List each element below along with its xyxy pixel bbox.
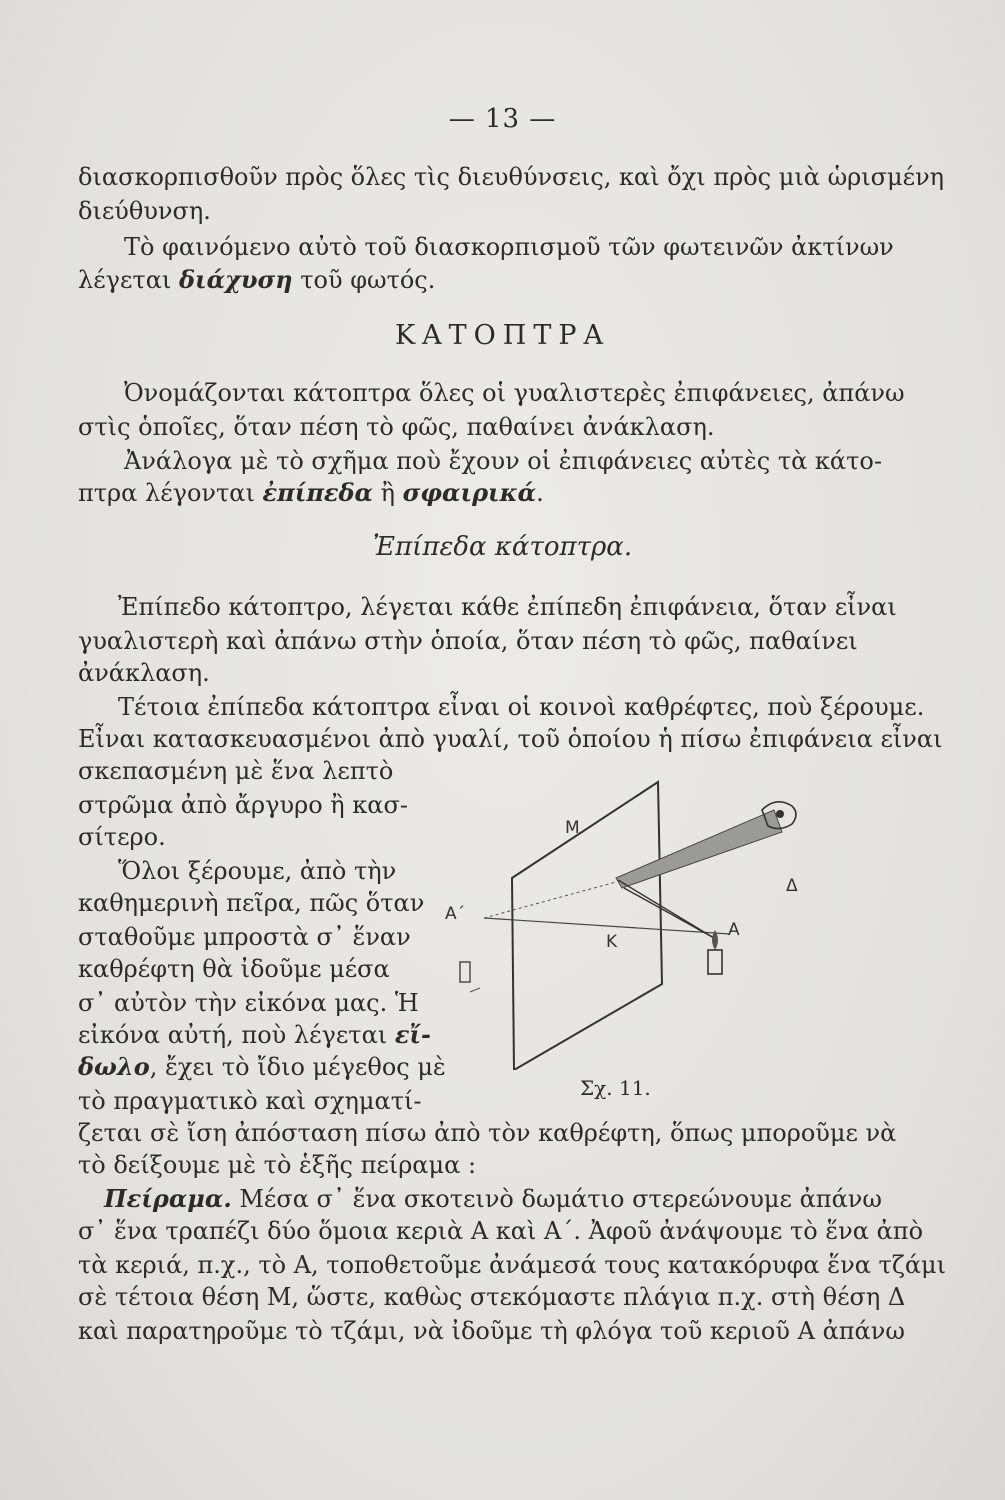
- label-d: Δ: [786, 876, 798, 896]
- p1-line-2: διεύθυνση.: [78, 197, 211, 225]
- figure-11: [430, 770, 810, 1074]
- p8-line-1-post: Μέσα σ᾽ ἕνα σκοτεινὸ δωμάτιο στερεώνουμε ἀπάνω: [231, 1185, 882, 1213]
- p3-line-2: στὶς ὁποῖες, ὅταν πέση τὸ φῶς, παθαίνει ἀνάκλαση.: [78, 413, 715, 441]
- label-m: Μ: [565, 818, 580, 838]
- p3-line-1: Ὀνομάζονται κάτοπτρα ὅλες οἱ γυαλιστερὲς ἐπιφάνειες, ἀπάνω: [124, 379, 905, 407]
- label-a-prime: Α΄: [445, 904, 466, 924]
- p7-line-1: Ὅλοι ξέρουμε, ἀπὸ τὴν: [118, 857, 397, 885]
- p2-line-2-post: τοῦ φωτός.: [292, 266, 436, 294]
- p8-line-3: τὰ κεριά, π.χ., τὸ Α, τοποθετοῦμε ἀνάμεσά τους κατακόρυφα ἕνα τζάμι: [78, 1251, 947, 1279]
- candle-a-prime-icon: [460, 962, 470, 982]
- p7-line-5: σ᾽ αὐτὸν τὴν εἰκόνα μας. Ἡ: [78, 989, 419, 1017]
- p7-line-2: καθημερινὴ πεῖρα, πῶς ὅταν: [78, 889, 425, 917]
- p6-line-2: Εἶναι κατασκευασμένοι ἀπὸ γυαλί, τοῦ ὁποίου ἡ πίσω ἐπιφάνεια εἶναι: [78, 725, 943, 753]
- p5-line-3: ἀνάκλαση.: [78, 659, 210, 687]
- p2-line-2-pre: λέγεται: [78, 266, 179, 294]
- p2-line-2: [78, 265, 435, 295]
- p5-line-1: Ἐπίπεδο κάτοπτρο, λέγεται κάθε ἐπίπεδη ἐπιφάνεια, ὅταν εἶναι: [118, 593, 897, 621]
- p8-line-2: σ᾽ ἕνα τραπέζι δύο ὅμοια κεριὰ Α καὶ Α΄. Ἀφοῦ ἀνάψουμε τὸ ἕνα ἀπὸ: [78, 1217, 924, 1245]
- p7-line-9: ζεται σὲ ἴση ἀπόσταση πίσω ἀπὸ τὸν καθρέφτη, ὅπως μποροῦμε νὰ: [78, 1119, 897, 1147]
- term-eidolo-part2: δωλο: [78, 1052, 150, 1081]
- p6-line-3: σκεπασμένη μὲ ἕνα λεπτὸ: [78, 757, 394, 785]
- p4-line-2-pre: πτρα λέγονται: [78, 479, 263, 507]
- virtual-ray: [484, 882, 616, 918]
- p6-line-1: Τέτοια ἐπίπεδα κάτοπτρα εἶναι οἱ κοινοὶ καθρέφτες, ποὺ ξέρουμε.: [118, 693, 925, 721]
- term-peirama: Πείραμα.: [104, 1184, 232, 1213]
- term-eidolo-part1: εἴ-: [394, 1020, 431, 1049]
- p6-line-4: στρῶμα ἀπὸ ἄργυρο ἢ κασ-: [78, 791, 408, 819]
- p7-line-6: [78, 1020, 431, 1050]
- p4-line-2: [78, 478, 544, 508]
- figure-caption: Σχ. 11.: [580, 1076, 651, 1100]
- p4-line-2-post: .: [536, 479, 544, 507]
- p5-line-2: γυαλιστερὴ καὶ ἀπάνω στὴν ὁποία, ὅταν πέση τὸ φῶς, παθαίνει: [78, 627, 858, 655]
- label-a: Α: [728, 920, 740, 940]
- p7-line-7: [78, 1052, 446, 1082]
- p7-line-10: τὸ δείξουμε μὲ τὸ ἑξῆς πείραμα :: [78, 1151, 477, 1179]
- p1-line-1: διασκορπισθοῦν πρὸς ὅλες τὶς διευθύνσεις, καὶ ὄχι πρὸς μιὰ ὡρισμένη: [78, 163, 945, 191]
- mirror-plane: [512, 782, 662, 1070]
- term-epipeda: ἐπίπεδα: [262, 478, 373, 507]
- term-diachysi: διάχυση: [178, 265, 293, 294]
- p4-line-1: Ἀνάλογα μὲ τὸ σχῆμα ποὺ ἔχουν οἱ ἐπιφάνειες αὐτὲς τὰ κάτο-: [124, 447, 882, 475]
- p7-line-8: τὸ πραγματικὸ καὶ σχηματί-: [78, 1087, 422, 1115]
- section-heading: ΚΑΤΟΠΤΡΑ: [394, 320, 611, 351]
- p8-line-1: [104, 1184, 882, 1214]
- p7-line-6-pre: εἰκόνα αὐτή, ποὺ λέγεται: [78, 1021, 395, 1049]
- label-k: Κ: [606, 932, 618, 952]
- p8-line-5: καὶ παρατηροῦμε τὸ τζάμι, νὰ ἰδοῦμε τὴ φλόγα τοῦ κεριοῦ Α ἀπάνω: [78, 1317, 905, 1345]
- p8-line-4: σὲ τέτοια θέση Μ, ὥστε, καθὼς στεκόμαστε πλάγια π.χ. στὴ θέση Δ: [78, 1283, 906, 1311]
- p7-line-4: καθρέφτη θὰ ἰδοῦμε μέσα: [78, 955, 390, 983]
- candle-a-icon: [708, 950, 722, 974]
- p4-line-2-mid: ἢ: [372, 479, 403, 507]
- page-number: — 13 —: [448, 104, 557, 134]
- p6-line-5: σίτερο.: [78, 823, 166, 851]
- reflected-beam: [616, 810, 782, 888]
- p7-line-3: σταθοῦμε μπροστὰ σ᾽ ἕναν: [78, 923, 411, 951]
- p2-line-1: Τὸ φαινόμενο αὐτὸ τοῦ διασκορπισμοῦ τῶν φωτεινῶν ἀκτίνων: [124, 233, 894, 261]
- mirror-diagram: [430, 770, 810, 1070]
- p7-line-7-post: , ἔχει τὸ ἴδιο μέγεθος μὲ: [149, 1053, 446, 1081]
- subsection-heading: Ἐπίπεδα κάτοπτρα.: [372, 532, 633, 562]
- term-sfairika: σφαιρικά: [402, 478, 537, 507]
